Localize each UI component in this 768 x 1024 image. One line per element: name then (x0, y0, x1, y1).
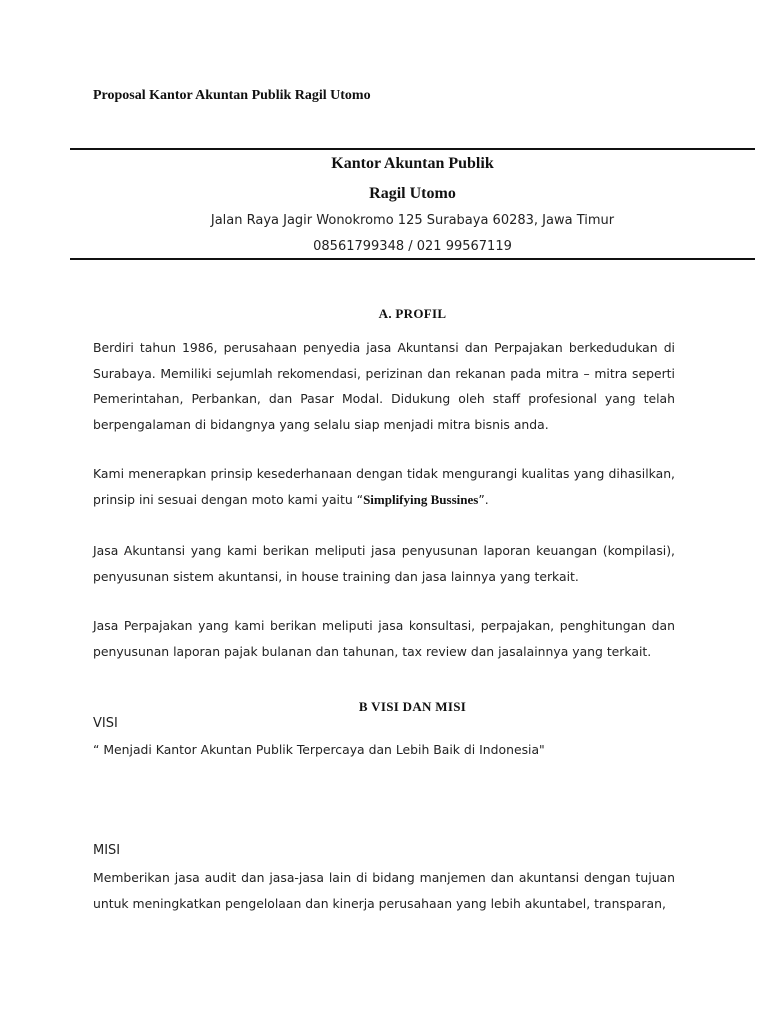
profile-paragraph-2 (93, 461, 675, 512)
visi-statement: “ Menjadi Kantor Akuntan Publik Terpercaya dan Lebih Baik di Indonesia" (93, 742, 545, 757)
firm-address: Jalan Raya Jagir Wonokromo 125 Surabaya 60283, Jawa Timur (210, 213, 615, 228)
firm-owner-name: Ragil Utomo (369, 185, 456, 202)
company-motto: Simplifying Bussines (363, 491, 479, 507)
letterhead-bottom-rule (70, 258, 755, 260)
profile-paragraph-3: Jasa Akuntansi yang kami berikan meliputi jasa penyusunan laporan keuangan (kompilasi), penyusunan sistem akuntansi, in house training dan jasa lainnya yang terkait. (93, 543, 675, 584)
profile-paragraph-1: Berdiri tahun 1986, perusahaan penyedia jasa Akuntansi dan Perpajakan berkedudukan di Surabaya. Memiliki sejumlah rekomendasi, perizinan dan rekanan pada mitra – mitra seperti Pemerintahan, Perbankan, dan Pasar Modal. Didukung oleh staff profesional yang telah berpengalaman di bidangnya yang selalu siap menjadi mitra bisnis anda. (93, 340, 675, 432)
motto-closing-text: ”. (478, 491, 489, 507)
letterhead-top-rule (70, 148, 755, 150)
misi-label: MISI (93, 843, 121, 858)
misi-statement: Memberikan jasa audit dan jasa-jasa lain di bidang manjemen dan akuntansi dengan tujuan untuk meningkatkan pengelolaan dan kinerja perusahaan yang lebih akuntabel, transparan, (93, 870, 675, 911)
firm-phone: 08561799348 / 021 99567119 (313, 239, 512, 254)
document-title: Proposal Kantor Akuntan Publik Ragil Utomo (93, 88, 371, 103)
motto-intro-text: Kami menerapkan prinsip kesederhanaan dengan tidak mengurangi kualitas yang dihasilkan, prinsip ini sesuai dengan moto kami yaitu “ (93, 466, 675, 507)
visi-label: VISI (93, 716, 118, 731)
section-heading-profile: A. PROFIL (378, 306, 447, 321)
profile-paragraph-4: Jasa Perpajakan yang kami berikan meliputi jasa konsultasi, perpajakan, penghitungan dan penyusunan laporan pajak bulanan dan tahunan, tax review dan jasalainnya yang terkait. (93, 618, 675, 659)
section-heading-vision-mission: B VISI DAN MISI (358, 699, 467, 714)
firm-name: Kantor Akuntan Publik (331, 155, 494, 172)
